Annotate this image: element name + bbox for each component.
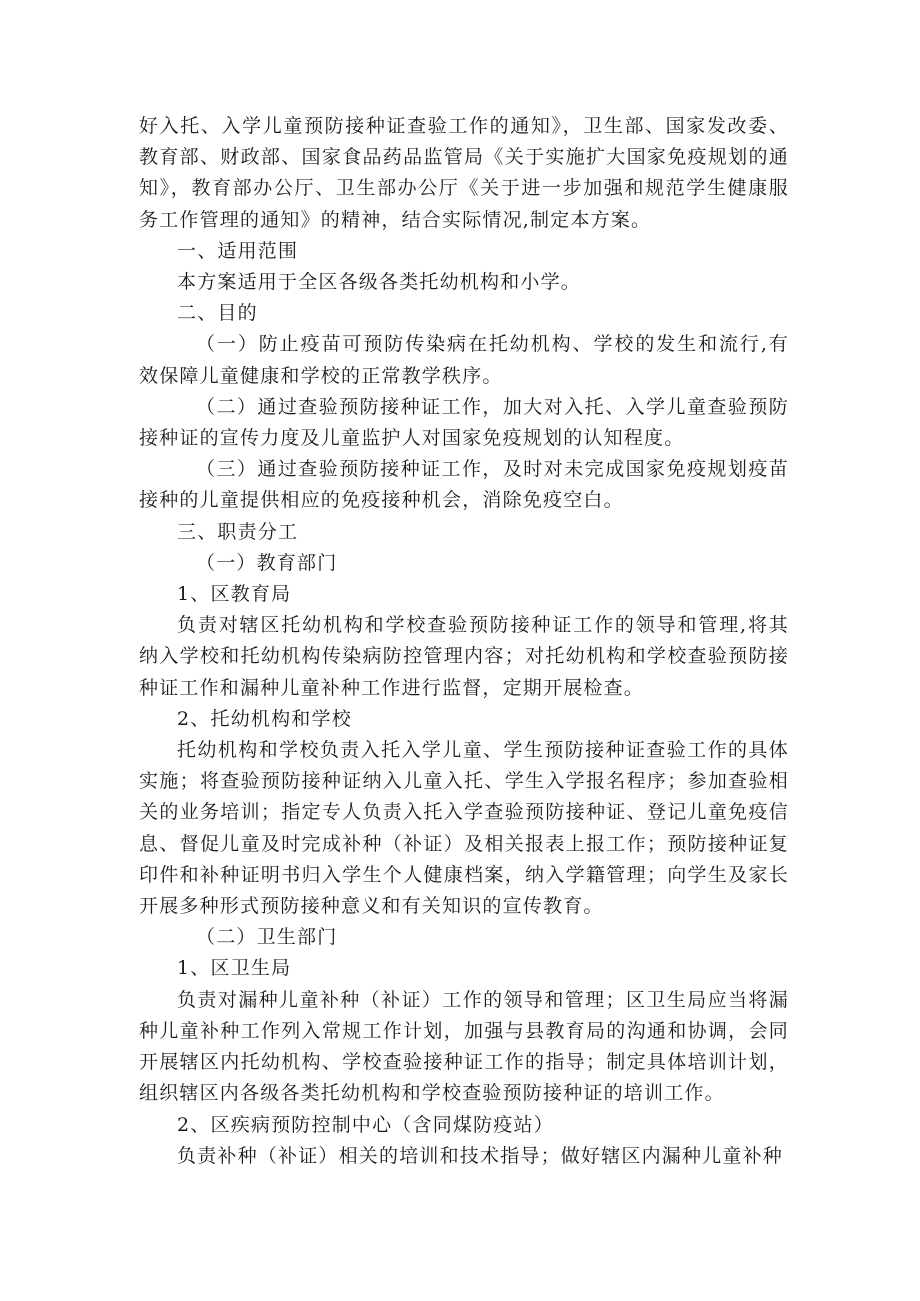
scope-paragraph: 本方案适用于全区各级各类托幼机构和小学。 bbox=[177, 271, 582, 294]
item-heading-education-bureau: 1、区教育局 bbox=[177, 583, 292, 606]
subsection-heading-education: （一）教育部门 bbox=[196, 551, 338, 574]
item-heading-kindergartens-schools: 2、托幼机构和学校 bbox=[177, 707, 352, 730]
purpose-item-1: （一）防止疫苗可预防传染病在托幼机构、学校的发生和流行,有效保障儿童健康和学校的正常教学秩序。 bbox=[139, 333, 789, 387]
subsection-heading-health: （二）卫生部门 bbox=[196, 926, 338, 949]
item-heading-health-bureau: 1、区卫生局 bbox=[177, 957, 292, 980]
section-heading-purpose: 二、目的 bbox=[177, 302, 258, 325]
health-bureau-paragraph: 负责对漏种儿童补种（补证）工作的领导和管理；区卫生局应当将漏种儿童补种工作列入常规工作计划，加强与县教育局的沟通和协调，会同开展辖区内托幼机构、学校查验接种证工作的指导；制定具体培训计划，组织辖区内各级各类托幼机构和学校查验预防接种证的培训工作。 bbox=[139, 988, 789, 1105]
section-heading-scope: 一、适用范围 bbox=[177, 239, 299, 262]
purpose-item-3: （三）通过查验预防接种证工作，及时对未完成国家免疫规划疫苗接种的儿童提供相应的免疫接种机会，消除免疫空白。 bbox=[139, 458, 789, 512]
section-heading-duties: 三、职责分工 bbox=[177, 520, 299, 543]
document-body bbox=[139, 111, 789, 1172]
intro-paragraph: 好入托、入学儿童预防接种证查验工作的通知》，卫生部、国家发改委、教育部、财政部、国家食品药品监管局《关于实施扩大国家免疫规划的通知》，教育部办公厅、卫生部办公厅《关于进一步加强和规范学生健康服务工作管理的通知》的精神，结合实际情况,制定本方案。 bbox=[139, 115, 789, 231]
cdc-paragraph: 负责补种（补证）相关的培训和技术指导；做好辖区内漏种儿童补种 bbox=[177, 1144, 784, 1167]
purpose-item-2: （二）通过查验预防接种证工作，加大对入托、入学儿童查验预防接种证的宣传力度及儿童监护人对国家免疫规划的认知程度。 bbox=[139, 395, 789, 450]
kindergartens-schools-paragraph: 托幼机构和学校负责入托入学儿童、学生预防接种证查验工作的具体实施；将查验预防接种证纳入儿童入托、学生入学报名程序；参加查验相关的业务培训；指定专人负责入托入学查验预防接种证、登记儿童免疫信息、督促儿童及时完成补种（补证）及相关报表上报工作；预防接种证复印件和补种证明书归入学生个人健康档案，纳入学籍管理；向学生及家长开展多种形式预防接种意义和有关知识的宣传教育。 bbox=[139, 739, 789, 918]
education-bureau-paragraph: 负责对辖区托幼机构和学校查验预防接种证工作的领导和管理,将其纳入学校和托幼机构传染病防控管理内容；对托幼机构和学校查验预防接种证工作和漏种儿童补种工作进行监督，定期开展检查。 bbox=[139, 614, 789, 699]
item-heading-cdc: 2、区疾病预防控制中心（含同煤防疫站） bbox=[177, 1113, 554, 1136]
